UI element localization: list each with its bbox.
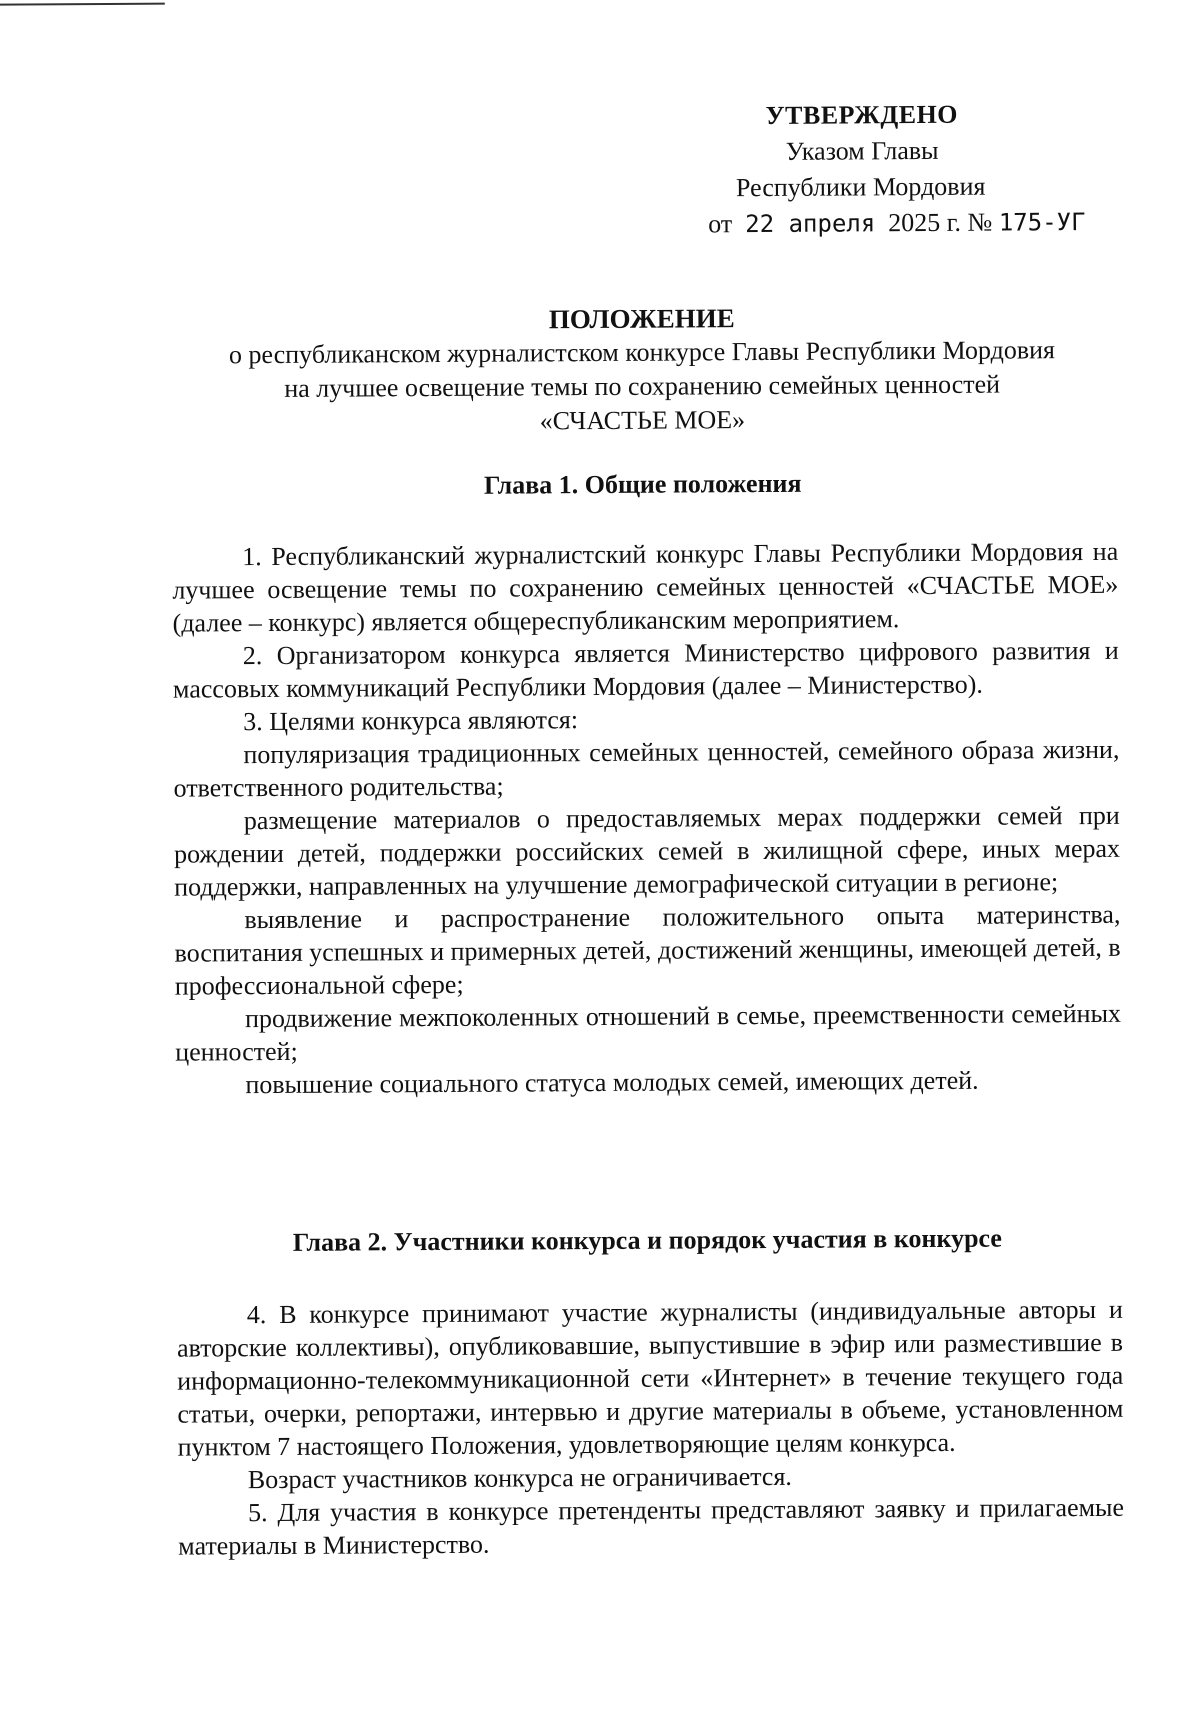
paragraph: продвижение межпоколенных отношений в семье, преемственности семейных ценностей; — [175, 998, 1122, 1067]
document-subtitle-line-2: на лучшее освещение темы по сохранению семейных ценностей — [284, 369, 1001, 403]
chapter-2-heading: Глава 2. Участники конкурса и порядок участия в конкурсе — [292, 1223, 1002, 1257]
paragraph: популяризация традиционных семейных ценностей, семейного образа жизни, ответственного родительства; — [173, 734, 1120, 803]
scan-edge-line — [0, 3, 165, 6]
chapter-1-heading: Глава 1. Общие положения — [483, 468, 802, 500]
paragraph: размещение материалов о предоставляемых мерах поддержки семей при рождении детей, поддержки российских семей в жилищной сфере, иных мерах поддержки, направленных на улучшение демографической ситуации в регионе; — [173, 800, 1121, 902]
paragraph: 2. Организатором конкурса является Министерство цифрового развития и массовых коммуникаций Республики Мордовия (далее – Министерство). — [172, 635, 1119, 704]
paragraph: выявление и распространение положительного опыта материнства, воспитания успешных и примерных детей, достижений женщины, имеющей детей, в профессиональной сфере; — [174, 899, 1121, 1001]
paragraph: 4. В конкурсе принимают участие журналисты (индивидуальные авторы и авторские коллективы), опубликовавшие, выпустившие в эфир или разместившие в информационно-телекоммуникационной сети «Интернет» в течение текущего года статьи, очерки, репортажи, интервью и другие материалы в объеме, установленном пунктом 7 настоящего Положения, удовлетворяющие целям конкурса. — [176, 1294, 1124, 1462]
document-title: ПОЛОЖЕНИЕ — [548, 303, 735, 335]
paragraph: 5. Для участия в конкурсе претенденты представляют заявку и прилагаемые материалы в Министерство. — [178, 1492, 1125, 1561]
approval-date-prefix: от — [708, 209, 733, 239]
approval-decree-number: 175-УГ — [998, 208, 1086, 237]
approval-line-decree: Указом Главы — [785, 135, 939, 166]
approval-date-line — [708, 205, 1086, 241]
approval-heading: УТВЕРЖДЕНО — [765, 99, 959, 130]
document-subtitle-line-3: «СЧАСТЬЕ МОЕ» — [539, 405, 746, 436]
approval-date-day-month: 22 апреля — [745, 209, 876, 239]
approval-date-year: 2025 г. № — [888, 207, 993, 238]
paragraph: повышение социального статуса молодых семей, имеющих детей. — [245, 1065, 979, 1100]
chapter-1-body — [172, 535, 1121, 1102]
paragraph: Возраст участников конкурса не ограничивается. — [247, 1461, 792, 1495]
paragraph: 3. Целями конкурса являются: — [243, 705, 579, 737]
approval-stamp-block — [675, 97, 1115, 239]
document-subtitle-line-1: о республиканском журналистском конкурсе Главы Республики Мордовия — [228, 335, 1056, 370]
paragraph: 1. Республиканский журналистский конкурс Главы Республики Мордовия на лучшее освещение темы по сохранению семейных ценностей «СЧАСТЬЕ МОЕ» (далее – конкурс) является общереспубликанским мероприятием. — [172, 536, 1119, 638]
approval-line-republic: Республики Мордовия — [735, 171, 986, 203]
chapter-2-body — [177, 1293, 1125, 1563]
document-title-block — [147, 299, 1138, 441]
